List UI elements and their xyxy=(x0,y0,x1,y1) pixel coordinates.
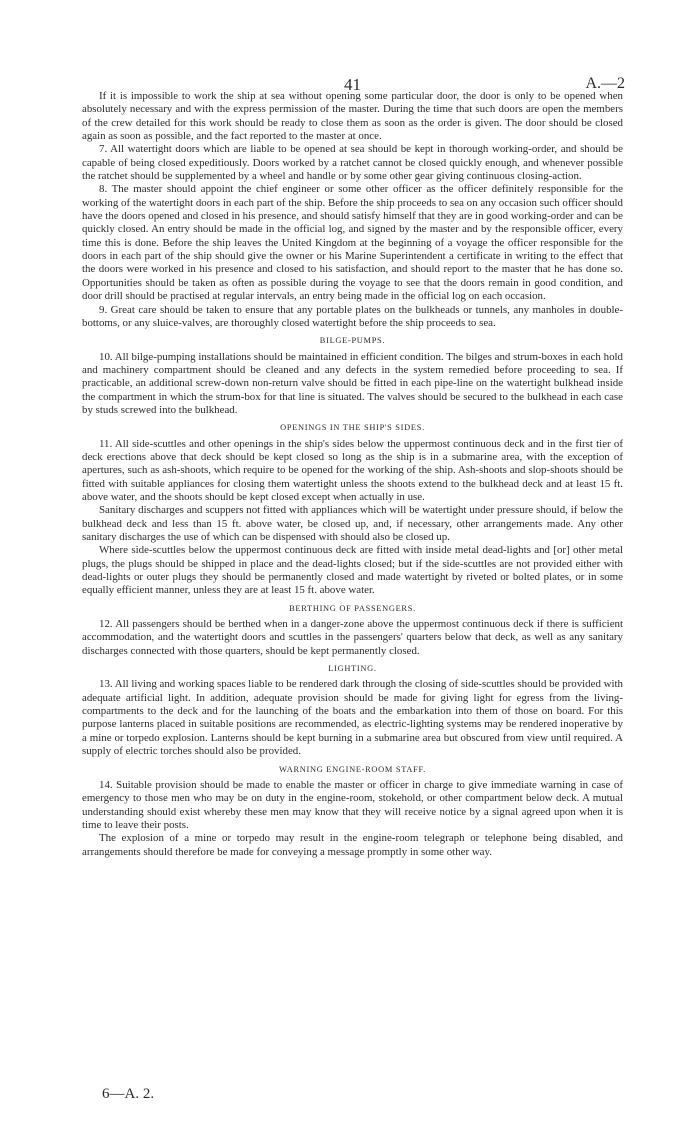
section-heading-bilge-pumps: BILGE-PUMPS. xyxy=(319,336,386,346)
paragraph-12: 12. All passengers should be berthed when in a danger-zone above the uppermost continuous deck if there is sufficient accommodation, and the watertight doors and scuttles in the passengers' quarters below that deck, as well as any sanitary discharges connected with those quarters, should be kept permanently closed. xyxy=(82,618,623,657)
paragraph-7: 7. All watertight doors which are liable to be opened at sea should be kept in thorough working-order, and should be capable of being closed expeditiously. Doors worked by a ratchet cannot be closed quickly enough, and whenever possible the ratchet should be supplemented by a wheel and handle or by some other gear giving continuous closing-action. xyxy=(82,143,623,183)
signature-mark: 6—A. 2. xyxy=(102,1086,155,1102)
document-body xyxy=(82,90,623,859)
paragraph-13: 13. All living and working spaces liable to be rendered dark through the closing of side-scuttles should be provided with adequate artificial light. In addition, adequate provision should be made for giving light for egress from the living-compartments to the deck and for the launching of the boats and the embarkation into them of those on board. For this purpose lanterns placed in suitable positions are recommended, as electric-lighting systems may be rendered inoperative by a mine or torpedo explosion. Lanterns should be kept burning in a submarine area but obscured from view until required. A supply of electric torches should also be provided. xyxy=(82,678,623,758)
section-heading-berthing: BERTHING OF PASSENGERS. xyxy=(289,603,416,613)
page-number: 41 xyxy=(344,75,361,94)
document-code: A.—2 xyxy=(585,75,625,92)
section-heading-warning: WARNING ENGINE-ROOM STAFF. xyxy=(279,764,426,774)
paragraph-9: 9. Great care should be taken to ensure that any portable plates on the bulkheads or tunnels, any manholes in double-bottoms, or any sluice-valves, are thoroughly closed watertight before the ship proceeds to sea. xyxy=(82,303,623,329)
section-heading-openings: OPENINGS IN THE SHIP'S SIDES. xyxy=(280,423,425,433)
paragraph-side-scuttles: Where side-scuttles below the uppermost continuous deck are fitted with inside metal dead-lights and [or] other metal plugs, the plugs should be shipped in place and the dead-lights closed; but if the side-scuttles are not provided either with dead-lights or outer plugs they should be permanently closed and made watertight by riveted or bolted plates, or in some equally efficient manner, unless they are at least 15 ft. above water. xyxy=(82,544,623,597)
paragraph-11: 11. All side-scuttles and other openings in the ship's sides below the uppermost continuous deck and in the first tier of deck erections above that deck should be kept closed so long as the ship is in a submarine area, with the exception of apertures, such as ash-shoots, which require to be opened for the working of the ship. Ash-shoots and slop-shoots should be fitted with suitable appliances for closing them watertight unless the shoots extend to the bulkhead deck and at least 15 ft. above water, and the shoots should be kept closed except when actually in use. xyxy=(82,437,623,503)
section-heading-lighting: LIGHTING. xyxy=(328,664,377,674)
paragraph-sanitary: Sanitary discharges and scuppers not fitted with appliances which will be watertight under pressure should, if below the bulkhead deck and less than 15 ft. above water, be closed up, and, if necessary, other arrangements made. Any other sanitary discharges the use of which can be dispensed with should also be closed up. xyxy=(82,504,623,543)
page-header xyxy=(82,0,625,94)
paragraph-14: 14. Suitable provision should be made to enable the master or officer in charge to give immediate warning in case of emergency to those men who may be on duty in the engine-room, stokehold, or other compartment below deck. A mutual understanding should exist whereby these men may know that they will receive notice by a signal agreed upon when it is time to leave their posts. xyxy=(82,778,623,831)
paragraph-8: 8. The master should appoint the chief engineer or some other officer as the officer definitely responsible for the working of the watertight doors in each part of the ship. Before the ship proceeds to sea on any occasion such officer should have the doors opened and closed in his presence, and should satisfy himself that they are in good working-order and can be quickly closed. An entry should be made in the official log, and signed by the master and by the responsible officer, every time this is done. Before the ship leaves the United Kingdom at the beginning of a voyage the officer responsible for the doors in each part of the ship should give the owner or his Marine Superintendent a certificate in writing to the effect that the doors were worked in his presence and closed to his satisfaction, and should report to the master that he has done so. Opportunities should be taken as often as possible during the voyage to see that the doors remain in good condition, and door drill should be practised at regular intervals, an entry being made in the official log on each occasion. xyxy=(82,183,623,303)
paragraph-10: 10. All bilge-pumping installations should be maintained in efficient condition. The bilges and strum-boxes in each hold and machinery compartment should be cleaned and any defects in the system remedied before proceeding to sea. If practicable, an additional screw-down non-return valve should be fitted in each pipe-line on the watertight bulkhead inside the compartment in which the strum-box for that line is situated. The valves should be secured to the bulkhead in each case by studs screwed into the bulkhead. xyxy=(82,350,623,416)
paragraph-explosion: The explosion of a mine or torpedo may result in the engine-room telegraph or telephone being disabled, and arrangements should therefore be made for conveying a message promptly in some other way. xyxy=(82,832,623,858)
paragraph: If it is impossible to work the ship at sea without opening some particular door, the door is only to be opened when absolutely necessary and with the express permission of the master. During the time that such doors are open the members of the crew detailed for this work should be ready to close them as soon as the order is given. The door should be closed again as soon as possible, and the fact reported to the master at once. xyxy=(82,90,623,143)
